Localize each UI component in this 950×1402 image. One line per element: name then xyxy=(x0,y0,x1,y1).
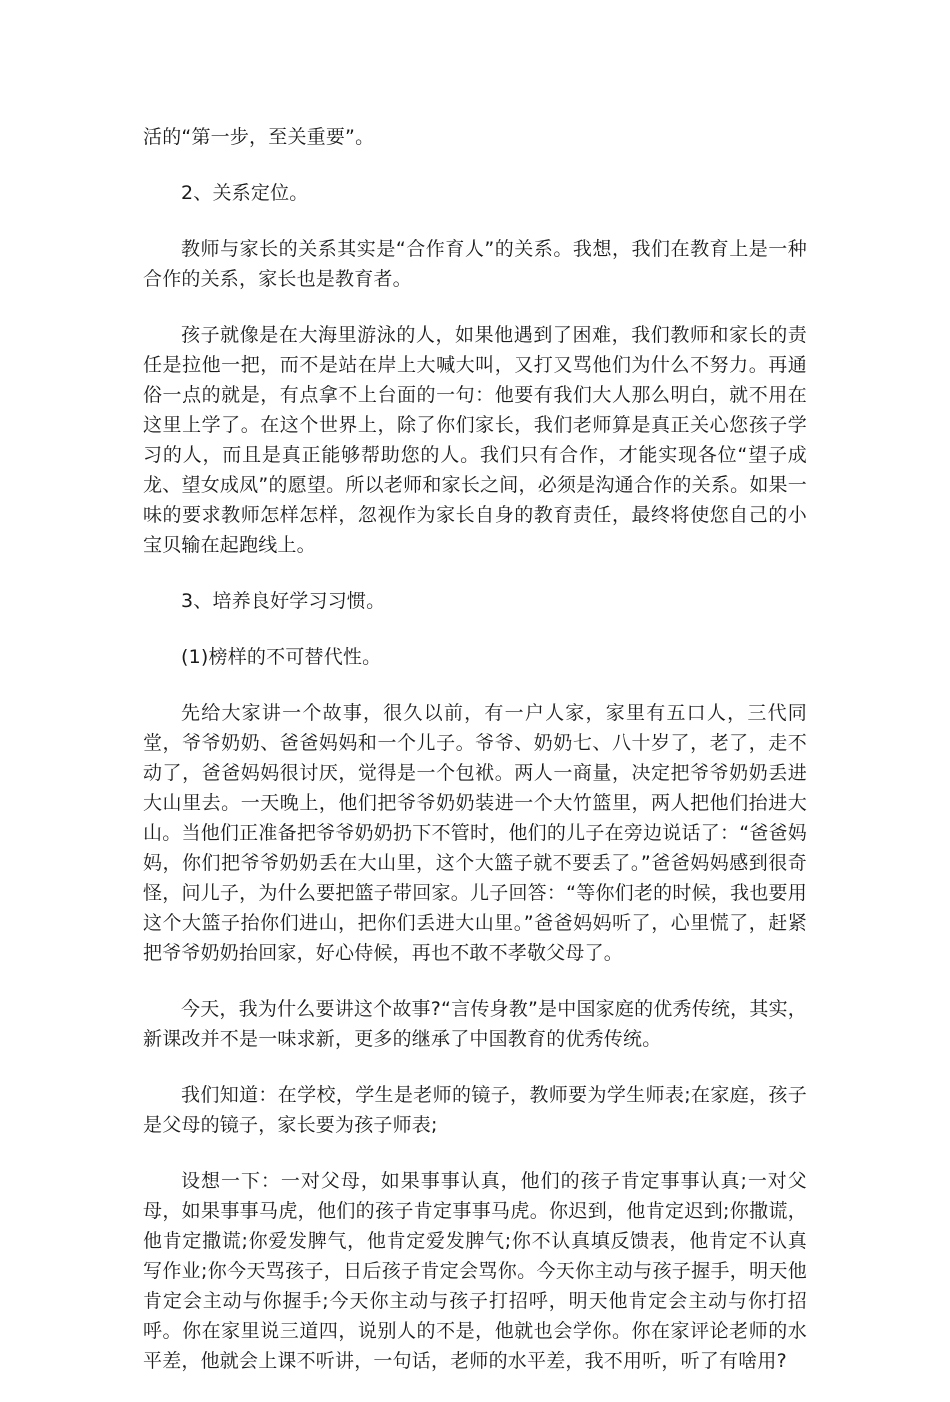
subsection-heading-role-model: (1)榜样的不可替代性。 xyxy=(181,646,382,668)
paragraph-swimmer-analogy: 孩子就像是在大海里游泳的人，如果他遇到了困难，我们教师和家长的责任是拉他一把，而不是站在岸上大喊大叫，又打又骂他们为什么不努力。再通俗一点的就是，有点拿不上台面的一句：他要有我们大人那么明白，就不用在这里上学了。在这个世界上，除了你们家长，我们老师算是真正关心您孩子学习的人，而且是真正能够帮助您的人。我们只有合作，才能实现各位“望子成龙、望女成凤”的愿望。所以老师和家长之间，必须是沟通合作的关系。如果一味的要求教师怎样怎样，忽视作为家长自身的教育责任，最终将使您自己的小宝贝输在起跑线上。 xyxy=(143,324,807,556)
paragraph-continuation: 活的“第一步，至关重要”。 xyxy=(143,126,375,148)
section-heading-relationship: 2、关系定位。 xyxy=(181,182,309,204)
paragraph-imagine: 设想一下：一对父母，如果事事认真，他们的孩子肯定事事认真;一对父母，如果事事马虎，他们的孩子肯定事事马虎。你迟到，他肯定迟到;你撒谎，他肯定撒谎;你爱发脾气，他肯定爱发脾气;你不认真填反馈表，他肯定不认真写作业;你今天骂孩子，日后孩子肯定会骂你。今天你主动与孩子握手，明天他肯定会主动与你握手;今天你主动与孩子打招呼，明天他肯定会主动与你打招呼。你在家里说三道四，说别人的不是，他就也会学你。你在家评论老师的水平差，他就会上课不听讲，一句话，老师的水平差，我不用听，听了有啥用? xyxy=(143,1170,807,1372)
document-body xyxy=(143,122,807,1402)
paragraph-mirror: 我们知道：在学校，学生是老师的镜子，教师要为学生师表;在家庭，孩子是父母的镜子，家长要为孩子师表; xyxy=(143,1084,807,1136)
paragraph-story-reason: 今天，我为什么要讲这个故事?“言传身教”是中国家庭的优秀传统，其实，新课改并不是一味求新，更多的继承了中国教育的优秀传统。 xyxy=(143,998,807,1050)
paragraph-story: 先给大家讲一个故事，很久以前，有一户人家，家里有五口人，三代同堂，爷爷奶奶、爸爸妈妈和一个儿子。爷爷、奶奶七、八十岁了，老了，走不动了，爸爸妈妈很讨厌，觉得是一个包袱。两人一商量，决定把爷爷奶奶丢进大山里去。一天晚上，他们把爷爷奶奶装进一个大竹篮里，两人把他们抬进大山。当他们正准备把爷爷奶奶扔下不管时，他们的儿子在旁边说话了：“爸爸妈妈，你们把爷爷奶奶丢在大山里，这个大篮子就不要丢了。”爸爸妈妈感到很奇怪，问儿子，为什么要把篮子带回家。儿子回答：“等你们老的时候，我也要用这个大篮子抬你们进山，把你们丢进大山里。”爸爸妈妈听了，心里慌了，赶紧把爷爷奶奶抬回家，好心侍候，再也不敢不孝敬父母了。 xyxy=(143,702,807,964)
paragraph-cooperation: 教师与家长的关系其实是“合作育人”的关系。我想，我们在教育上是一种合作的关系，家长也是教育者。 xyxy=(143,238,807,290)
section-heading-habits: 3、培养良好学习习惯。 xyxy=(181,590,386,612)
